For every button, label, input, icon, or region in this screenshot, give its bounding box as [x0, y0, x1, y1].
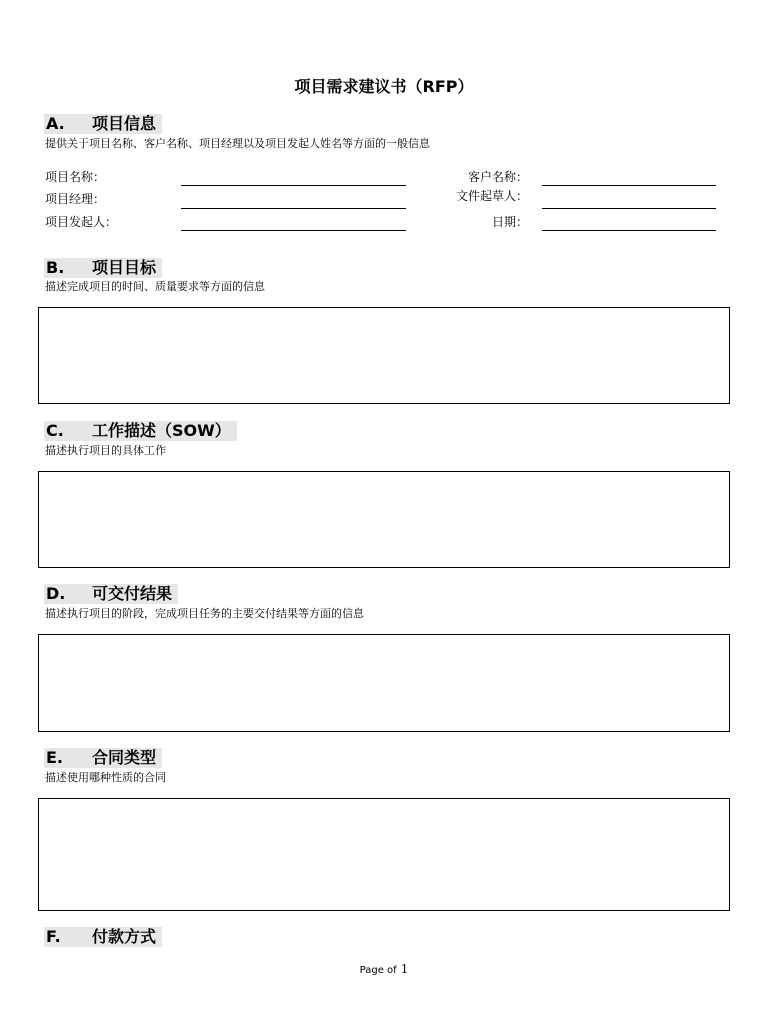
section-c-title: 工作描述（SOW）: [92, 421, 231, 440]
document-drafter-label: 文件起草人：: [455, 189, 528, 203]
section-c-letter: C.: [46, 421, 64, 440]
client-name-line[interactable]: [542, 185, 716, 186]
project-manager-label: 项目经理：: [45, 192, 106, 206]
page-number: 1: [400, 962, 409, 976]
page-footer: [0, 962, 768, 976]
section-d-heading: [44, 584, 178, 604]
section-d-letter: D.: [46, 584, 66, 603]
project-name-line[interactable]: [181, 185, 406, 186]
page-label: Page of: [359, 965, 397, 976]
document-title: 项目需求建议书（RFP）: [294, 77, 474, 96]
section-b-letter: B.: [46, 258, 65, 277]
project-sponsor-line[interactable]: [181, 230, 406, 231]
section-a-heading: [44, 114, 162, 134]
section-d-title: 可交付结果: [92, 584, 173, 603]
section-b-heading: [44, 258, 162, 278]
client-name-label: 客户名称：: [467, 170, 528, 184]
section-a-letter: A.: [46, 114, 65, 133]
section-c-input-box[interactable]: [38, 471, 730, 568]
document-drafter-line[interactable]: [542, 208, 716, 209]
section-b-title: 项目目标: [92, 258, 157, 277]
project-sponsor-label: 项目发起人：: [45, 215, 118, 229]
section-e-input-box[interactable]: [38, 798, 730, 911]
section-e-description: 描述使用哪种性质的合同: [45, 771, 166, 784]
section-f-title: 付款方式: [92, 927, 157, 946]
section-a-title: 项目信息: [92, 114, 157, 133]
section-b-description: 描述完成项目的时间、质量要求等方面的信息: [45, 280, 265, 293]
project-manager-line[interactable]: [181, 208, 406, 209]
section-b-input-box[interactable]: [38, 307, 730, 404]
section-c-heading: [44, 421, 237, 441]
section-e-heading: [44, 748, 162, 768]
date-line[interactable]: [542, 230, 716, 231]
section-c-description: 描述执行项目的具体工作: [45, 444, 166, 457]
section-e-letter: E.: [46, 748, 64, 767]
section-f-heading: [44, 927, 162, 947]
project-name-label: 项目名称：: [45, 170, 106, 184]
section-d-description: 描述执行项目的阶段，完成项目任务的主要交付结果等方面的信息: [45, 607, 364, 620]
date-label: 日期：: [491, 215, 528, 229]
section-f-letter: F.: [46, 927, 61, 946]
section-d-input-box[interactable]: [38, 634, 730, 732]
section-e-title: 合同类型: [92, 748, 157, 767]
section-a-description: 提供关于项目名称、客户名称、项目经理以及项目发起人姓名等方面的一般信息: [45, 137, 430, 150]
